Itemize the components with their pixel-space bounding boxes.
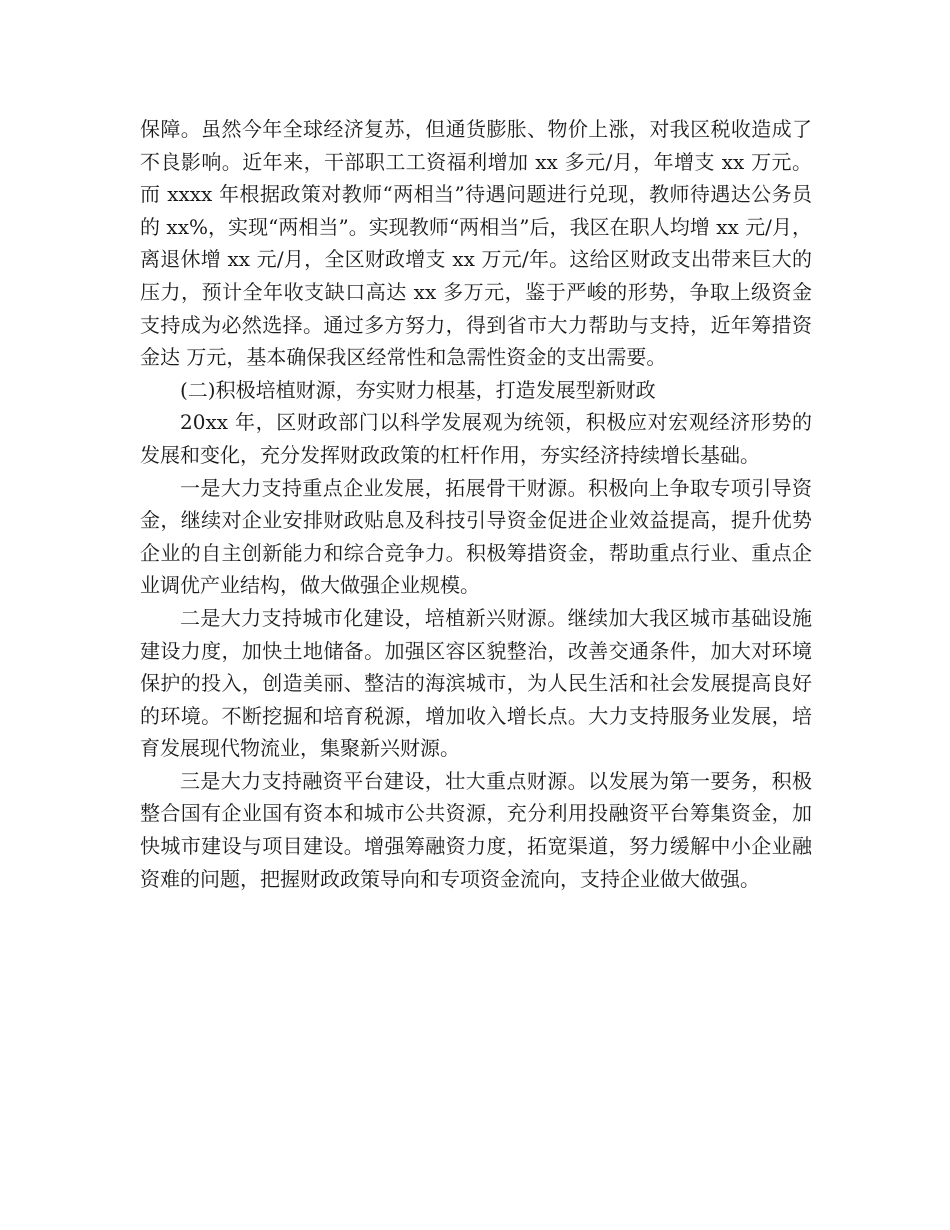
document-page xyxy=(140,113,812,895)
paragraph-point-two: 二是大力支持城市化建设，培植新兴财源。继续加大我区城市基础设施建设力度，加快土地储备。加强区容区貌整治，改善交通条件，加大对环境保护的投入，创造美丽、整洁的海滨城市，为人民生活和社会发展提高良好的环境。不断挖掘和培育税源，增加收入增长点。大力支持服务业发展，培育发展现代物流业，集聚新兴财源。 xyxy=(140,605,812,761)
paragraph-point-one: 一是大力支持重点企业发展，拓展骨干财源。积极向上争取专项引导资金，继续对企业安排财政贴息及科技引导资金促进企业效益提高，提升优势企业的自主创新能力和综合竞争力。积极筹措资金，帮助重点行业、重点企业调优产业结构，做大做强企业规模。 xyxy=(140,475,812,598)
paragraph-continuation: 保障。虽然今年全球经济复苏，但通货膨胀、物价上涨，对我区税收造成了不良影响。近年来，干部职工工资福利增加 xx 多元/月，年增支 xx 万元。而 xxxx 年根据政策对教师“两相当”待遇问题进行兑现，教师待遇达公务员的 xx%，实现“两相当”。实现教师“两相当”后，我区在职人均增 xx 元/月，离退休增 xx 元/月，全区财政增支 xx 万元/年。这给区财政支出带来巨大的压力，预计全年收支缺口高达 xx 多万元，鉴于严峻的形势，争取上级资金支持成为必然选择。通过多方努力，得到省市大力帮助与支持，近年筹措资金达 万元，基本确保我区经常性和急需性资金的支出需要。 xyxy=(140,117,812,370)
paragraph-intro: 20xx 年，区财政部门以科学发展观为统领，积极应对宏观经济形势的发展和变化，充分发挥财政政策的杠杆作用，夯实经济持续增长基础。 xyxy=(140,410,812,467)
section-heading: (二)积极培植财源，夯实财力根基，打造发展型新财政 xyxy=(180,377,656,402)
paragraph-point-three: 三是大力支持融资平台建设，壮大重点财源。以发展为第一要务，积极整合国有企业国有资本和城市公共资源，充分利用投融资平台筹集资金，加快城市建设与项目建设。增强筹融资力度，拓宽渠道，努力缓解中小企业融资难的问题，把握财政政策导向和专项资金流向，支持企业做大做强。 xyxy=(140,768,812,891)
